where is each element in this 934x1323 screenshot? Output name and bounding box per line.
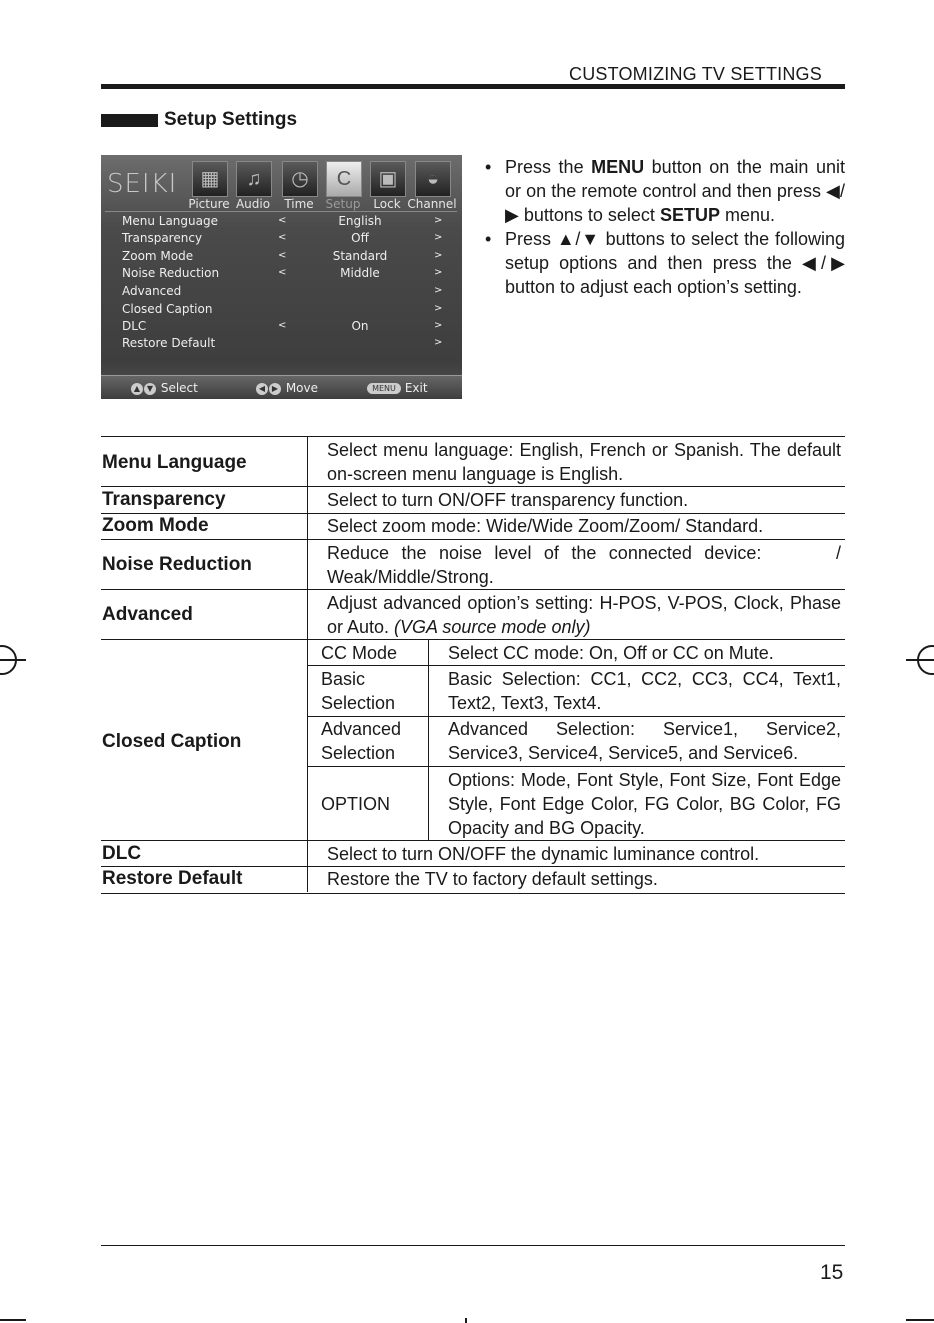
right-arrow-icon: > bbox=[434, 303, 443, 314]
setting-name: Transparency bbox=[102, 489, 226, 510]
tab-label: Setup bbox=[325, 197, 361, 211]
setup-keyword: SETUP bbox=[659, 205, 720, 225]
text: Press bbox=[505, 229, 557, 249]
setting-description: Select to turn ON/OFF transparency function. bbox=[327, 490, 689, 510]
tab-label: Channel bbox=[407, 197, 457, 211]
menu-key-icon: MENU bbox=[367, 383, 401, 394]
table-row-advanced bbox=[101, 589, 845, 640]
table-row-menu-language bbox=[101, 436, 845, 487]
crop-mark bbox=[906, 1319, 934, 1321]
row-name: Advanced bbox=[122, 284, 182, 298]
tv-menu-divider bbox=[105, 211, 457, 212]
text: buttons to select bbox=[518, 205, 660, 225]
section-marker bbox=[101, 114, 158, 127]
tv-menu-row bbox=[101, 249, 462, 266]
tv-menu-tabs bbox=[187, 159, 459, 211]
running-header: CUSTOMIZING TV SETTINGS bbox=[569, 64, 822, 84]
cc-subsetting-description: Advanced Selection: Service1, Service2, Service3, Service4, Service5, and Service6. bbox=[448, 719, 841, 763]
right-arrow-icon: > bbox=[434, 215, 443, 226]
crop-mark bbox=[0, 1319, 26, 1321]
text: Adjust advanced option’s setting: H-POS, V-POS, Clock, Phase or Auto. bbox=[327, 593, 841, 637]
section-title: Setup Settings bbox=[164, 109, 298, 130]
vga-note: (VGA source mode only) bbox=[394, 617, 591, 637]
setting-name: Advanced bbox=[102, 604, 193, 625]
left-arrow-icon: < bbox=[278, 320, 287, 331]
hint-label: Select bbox=[160, 381, 198, 395]
left-arrow-icon: < bbox=[278, 215, 287, 226]
tv-menu-row bbox=[101, 284, 462, 301]
right-button-icon: ▶ bbox=[269, 383, 281, 395]
satellite-dish-icon: ◒ bbox=[415, 161, 451, 197]
move-hint bbox=[256, 381, 318, 395]
setting-description: Restore the TV to factory default settings. bbox=[327, 869, 658, 889]
registration-mark-icon bbox=[0, 640, 26, 680]
registration-mark-icon bbox=[906, 640, 934, 680]
tv-menu-footer bbox=[101, 375, 462, 399]
cc-subsetting-name: OPTION bbox=[321, 794, 391, 814]
setting-description bbox=[327, 591, 841, 639]
cc-subsetting-description: Select CC mode: On, Off or CC on Mute. bbox=[448, 643, 774, 663]
right-arrow-icon: > bbox=[434, 232, 443, 243]
text: menu. bbox=[719, 205, 775, 225]
tv-menu-row bbox=[101, 231, 462, 248]
instruction-bullet bbox=[485, 155, 845, 227]
setting-description: Select menu language: English, French or Spanish. The default on-screen menu language is English. bbox=[327, 440, 841, 484]
setting-name: Noise Reduction bbox=[102, 554, 252, 575]
seiki-logo: SEIKI bbox=[107, 169, 178, 199]
left-right-arrows-icon: ◀/▶ bbox=[802, 253, 845, 273]
table-row-transparency bbox=[101, 486, 845, 513]
crop-mark bbox=[465, 1318, 467, 1323]
right-arrow-icon: > bbox=[434, 250, 443, 261]
tab-lock bbox=[365, 159, 409, 211]
settings-table bbox=[101, 436, 845, 893]
setup-icon: C bbox=[326, 161, 362, 197]
table-row-restore-default bbox=[101, 866, 845, 894]
page-number: 15 bbox=[820, 1261, 844, 1284]
cc-subsetting-name: CC Mode bbox=[321, 643, 398, 663]
tab-audio bbox=[231, 159, 275, 211]
right-arrow-icon: > bbox=[434, 320, 443, 331]
setting-name: DLC bbox=[102, 843, 142, 864]
right-arrow-icon: > bbox=[434, 337, 443, 348]
table-row-noise-reduction bbox=[101, 539, 845, 590]
bullet-dot: • bbox=[485, 229, 492, 249]
footer-rule bbox=[101, 1245, 845, 1246]
row-name: Zoom Mode bbox=[122, 249, 194, 263]
text: Press the bbox=[505, 157, 592, 177]
picture-icon: ▦ bbox=[192, 161, 228, 197]
tv-menu-row bbox=[101, 336, 462, 353]
setting-name: Menu Language bbox=[102, 452, 247, 473]
row-name: Menu Language bbox=[122, 214, 218, 228]
select-hint bbox=[131, 381, 198, 395]
hint-label: Exit bbox=[404, 381, 428, 395]
instructions bbox=[485, 155, 845, 299]
tv-menu-row bbox=[101, 266, 462, 283]
tab-label: Picture bbox=[188, 197, 230, 211]
up-down-arrows-icon: ▲/▼ bbox=[556, 229, 600, 249]
tv-menu-row bbox=[101, 319, 462, 336]
right-arrow-icon: > bbox=[434, 267, 443, 278]
setting-description: Select to turn ON/OFF the dynamic luminance control. bbox=[327, 844, 760, 864]
row-value: Off bbox=[351, 231, 369, 245]
hint-label: Move bbox=[285, 381, 319, 395]
table-row-dlc bbox=[101, 840, 845, 867]
tab-channel bbox=[407, 159, 457, 211]
down-button-icon: ▼ bbox=[144, 383, 156, 395]
cc-subsetting-description: Basic Selection: CC1, CC2, CC3, CC4, Text1, Text2, Text3, Text4. bbox=[448, 669, 841, 713]
cc-subsetting-name: Advanced Selection bbox=[321, 719, 402, 763]
row-value: On bbox=[351, 319, 369, 333]
left-arrow-icon: < bbox=[278, 250, 287, 261]
table-row-zoom-mode bbox=[101, 513, 845, 540]
setting-description: Select zoom mode: Wide/Wide Zoom/Zoom/ Standard. bbox=[327, 516, 764, 536]
tab-label: Time bbox=[284, 197, 314, 211]
text: buttons to select the following setup options and then press the bbox=[505, 229, 845, 273]
setting-name: Restore Default bbox=[102, 868, 243, 889]
subrow-divider bbox=[307, 665, 845, 666]
up-button-icon: ▲ bbox=[131, 383, 143, 395]
row-name: Restore Default bbox=[122, 336, 216, 350]
left-arrow-icon: < bbox=[278, 232, 287, 243]
audio-icon: ♫ bbox=[236, 161, 272, 197]
left-button-icon: ◀ bbox=[256, 383, 268, 395]
setting-name: Zoom Mode bbox=[102, 515, 209, 536]
header-rule bbox=[101, 84, 845, 89]
row-name: Noise Reduction bbox=[122, 266, 220, 280]
bullet-dot: • bbox=[485, 157, 492, 177]
left-right-arrows-icon: ◀/▶ bbox=[505, 181, 845, 225]
clock-icon: ◷ bbox=[282, 161, 318, 197]
row-name: DLC bbox=[122, 319, 147, 333]
right-arrow-icon: > bbox=[434, 285, 443, 296]
tv-menu-row bbox=[101, 302, 462, 319]
setting-description: Reduce the noise level of the connected device: / Weak/Middle/Strong. bbox=[327, 543, 847, 587]
tv-menu-screenshot bbox=[101, 155, 462, 399]
row-name: Transparency bbox=[122, 231, 203, 245]
tab-label: Lock bbox=[373, 197, 401, 211]
tv-menu-row bbox=[101, 214, 462, 231]
row-value: English bbox=[338, 214, 382, 228]
text: button on the main unit or on the remote control and then press bbox=[505, 157, 845, 201]
row-name: Closed Caption bbox=[122, 302, 213, 316]
left-arrow-icon: < bbox=[278, 267, 287, 278]
row-value: Standard bbox=[332, 249, 388, 263]
subrow-divider bbox=[307, 766, 845, 767]
exit-hint bbox=[367, 381, 428, 395]
lock-icon: ▣ bbox=[370, 161, 406, 197]
row-value: Middle bbox=[340, 266, 380, 280]
cc-subsetting-description: Options: Mode, Font Style, Font Size, Font Edge Style, Font Edge Color, FG Color, BG Color, FG Opacity and BG Opacity. bbox=[448, 770, 841, 838]
text: button to adjust each option’s setting. bbox=[505, 277, 802, 297]
menu-keyword: MENU bbox=[591, 157, 645, 177]
tab-label: Audio bbox=[235, 197, 271, 211]
instruction-bullet bbox=[485, 227, 845, 299]
setting-name: Closed Caption bbox=[102, 731, 242, 752]
cc-subsetting-name: Basic Selection bbox=[321, 669, 396, 713]
